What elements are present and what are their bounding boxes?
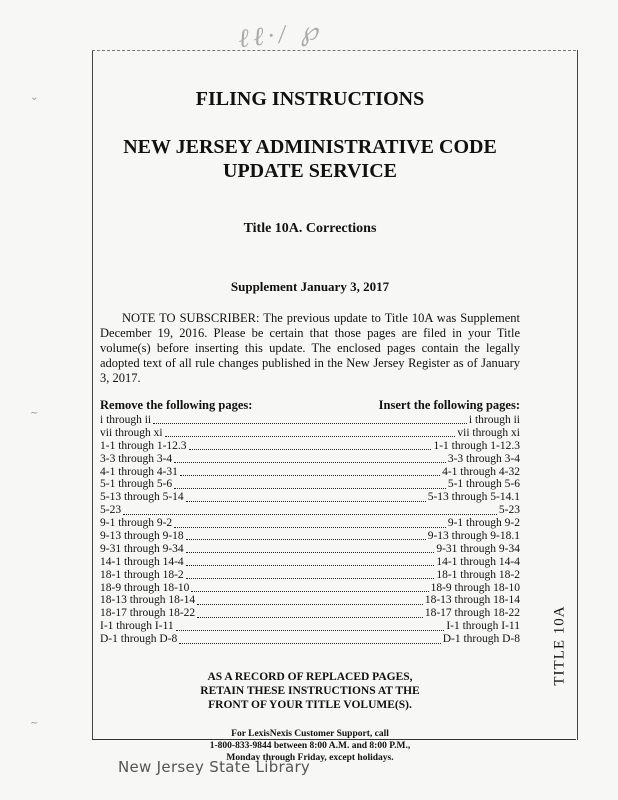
insert-pages: 5-23 bbox=[498, 504, 520, 517]
retain-line: RETAIN THESE INSTRUCTIONS AT THE bbox=[200, 685, 420, 698]
table-row bbox=[100, 517, 520, 530]
dot-leader bbox=[186, 551, 435, 553]
document-body bbox=[100, 88, 520, 764]
support-line: For LexisNexis Customer Support, call bbox=[231, 729, 389, 740]
remove-pages: 5-1 through 5-6 bbox=[100, 478, 173, 491]
insert-pages: 18-1 through 18-2 bbox=[436, 568, 520, 581]
table-row bbox=[100, 607, 520, 620]
insert-pages: 18-17 through 18-22 bbox=[424, 607, 520, 620]
dot-leader bbox=[186, 564, 435, 566]
frame-top-rule bbox=[92, 50, 576, 51]
spine-label bbox=[545, 590, 575, 700]
insert-pages: i through ii bbox=[468, 414, 520, 426]
dot-leader bbox=[176, 629, 445, 631]
table-row bbox=[100, 504, 520, 517]
insert-pages: 1-1 through 1-12.3 bbox=[433, 439, 520, 452]
insert-pages: 14-1 through 14-4 bbox=[436, 555, 520, 568]
remove-pages: 3-3 through 3-4 bbox=[100, 452, 173, 465]
remove-pages: 18-9 through 18-10 bbox=[100, 581, 190, 594]
insert-pages: 3-3 through 3-4 bbox=[447, 452, 520, 465]
dot-leader bbox=[180, 474, 440, 476]
table-row bbox=[100, 556, 520, 569]
table-row bbox=[100, 478, 520, 491]
margin-mark: ∼ bbox=[30, 718, 39, 729]
remove-pages: D-1 through D-8 bbox=[100, 633, 178, 646]
remove-pages: 1-1 through 1-12.3 bbox=[100, 439, 187, 452]
table-row bbox=[100, 491, 520, 504]
dot-leader bbox=[174, 461, 446, 463]
retain-notice bbox=[100, 670, 520, 712]
insert-pages: 18-9 through 18-10 bbox=[430, 581, 520, 594]
remove-pages: 18-13 through 18-14 bbox=[100, 594, 196, 607]
subscriber-note: NOTE TO SUBSCRIBER: The previous update to Title 10A was Supplement December 19, 2016. Please be certain that those pages are filed in your Title volume(s) before inserting this update. The enclosed pages contain the legally adopted text of all rule changes published in the New Jersey Register as of January 3, 2017. bbox=[100, 311, 520, 385]
table-row bbox=[100, 620, 520, 633]
dot-leader bbox=[165, 435, 456, 437]
table-row bbox=[100, 414, 520, 427]
insert-pages: 9-31 through 9-34 bbox=[436, 542, 520, 555]
retain-line: FRONT OF YOUR TITLE VOLUME(S). bbox=[208, 699, 412, 712]
remove-pages: 18-1 through 18-2 bbox=[100, 568, 184, 581]
document-title: FILING INSTRUCTIONS bbox=[195, 88, 425, 110]
insert-pages: 9-1 through 9-2 bbox=[447, 517, 520, 530]
insert-pages: vii through xi bbox=[457, 426, 520, 439]
dot-leader bbox=[123, 513, 497, 515]
dot-leader bbox=[186, 577, 435, 579]
table-row bbox=[100, 466, 520, 479]
support-line: Monday through Friday, except holidays. bbox=[226, 753, 394, 764]
dot-leader bbox=[174, 526, 446, 528]
dot-leader bbox=[174, 487, 446, 489]
document-subtitle bbox=[100, 135, 520, 183]
insert-pages: D-1 through D-8 bbox=[442, 633, 520, 646]
insert-pages: I-1 through I-11 bbox=[446, 620, 520, 633]
insert-heading: Insert the following pages: bbox=[378, 398, 520, 412]
subtitle-line: UPDATE SERVICE bbox=[223, 160, 397, 182]
table-row bbox=[100, 453, 520, 466]
margin-mark: ⌄ bbox=[30, 92, 39, 103]
remove-pages: I-1 through I-11 bbox=[100, 620, 174, 633]
table-row bbox=[100, 633, 520, 646]
remove-pages: 9-31 through 9-34 bbox=[100, 542, 184, 555]
dot-leader bbox=[186, 538, 426, 540]
insert-pages: 4-1 through 4-32 bbox=[442, 465, 520, 478]
dot-leader bbox=[153, 422, 467, 424]
insert-pages: 5-1 through 5-6 bbox=[447, 478, 520, 491]
handwritten-mark: ℓℓ·/ ℘ bbox=[236, 15, 324, 54]
table-row bbox=[100, 543, 520, 556]
insert-pages: 9-13 through 9-18.1 bbox=[427, 530, 520, 543]
library-stamp: New Jersey State Library bbox=[118, 758, 311, 776]
remove-pages: 9-1 through 9-2 bbox=[100, 517, 173, 530]
dot-leader bbox=[179, 642, 440, 644]
remove-pages: 5-23 bbox=[100, 504, 122, 517]
dot-leader bbox=[197, 603, 423, 605]
dot-leader bbox=[186, 500, 426, 502]
remove-pages: 18-17 through 18-22 bbox=[100, 607, 196, 620]
insert-pages: 18-13 through 18-14 bbox=[424, 594, 520, 607]
retain-line: AS A RECORD OF REPLACED PAGES, bbox=[207, 671, 413, 684]
pages-table-header bbox=[100, 398, 520, 413]
remove-pages: i through ii bbox=[100, 414, 152, 426]
remove-pages: 4-1 through 4-31 bbox=[100, 465, 178, 478]
code-title: Title 10A. Corrections bbox=[243, 221, 377, 236]
subtitle-line: NEW JERSEY ADMINISTRATIVE CODE bbox=[123, 136, 497, 158]
support-line: 1-800-833-9844 between 8:00 A.M. and 8:00 P.M., bbox=[209, 741, 411, 752]
dot-leader bbox=[191, 590, 428, 592]
remove-pages: 9-13 through 9-18 bbox=[100, 530, 184, 543]
table-row bbox=[100, 594, 520, 607]
table-row bbox=[100, 530, 520, 543]
remove-pages: 5-13 through 5-14 bbox=[100, 491, 184, 504]
remove-pages: 14-1 through 14-4 bbox=[100, 555, 184, 568]
supplement-date: Supplement January 3, 2017 bbox=[230, 279, 390, 294]
pages-table bbox=[100, 414, 520, 646]
dot-leader bbox=[197, 616, 423, 618]
table-row bbox=[100, 440, 520, 453]
margin-mark: ∼ bbox=[30, 408, 39, 419]
table-row bbox=[100, 582, 520, 595]
table-row bbox=[100, 569, 520, 582]
insert-pages: 5-13 through 5-14.1 bbox=[427, 491, 520, 504]
dot-leader bbox=[189, 448, 432, 450]
spine-label-text: TITLE 10A bbox=[551, 604, 568, 686]
remove-pages: vii through xi bbox=[100, 426, 163, 439]
table-row bbox=[100, 427, 520, 440]
remove-heading: Remove the following pages: bbox=[100, 398, 253, 412]
